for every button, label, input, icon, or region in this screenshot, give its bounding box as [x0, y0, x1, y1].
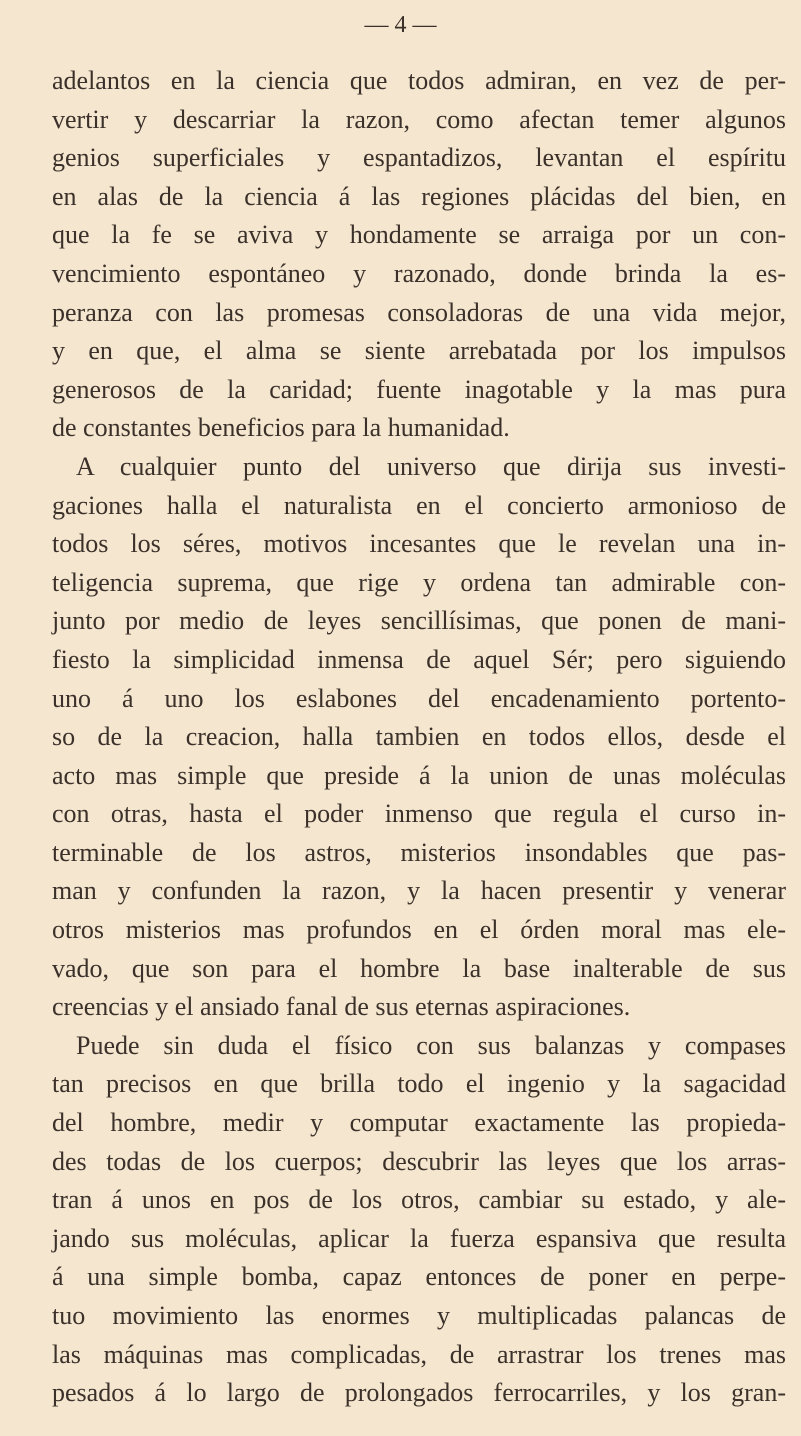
text-line: con otras, hasta el poder inmenso que regula el curso in-	[52, 799, 786, 829]
text-line: en alas de la ciencia á las regiones plácidas del bien, en	[52, 181, 786, 211]
text-line: tuo movimiento las enormes y multiplicadas palancas de	[52, 1301, 786, 1330]
text-line: so de la creacion, halla tambien en todos ellos, desde el	[52, 722, 786, 752]
text-line: tran á unos en pos de los otros, cambiar su estado, y ale-	[52, 1185, 786, 1215]
text-line: y en que, el alma se siente arrebatada por los impulsos	[52, 336, 786, 366]
text-line: todos los séres, motivos incesantes que le revelan una in-	[52, 529, 786, 559]
text-line: junto por medio de leyes sencillísimas, que ponen de mani-	[52, 606, 786, 636]
text-line: del hombre, medir y computar exactamente las propieda-	[52, 1108, 786, 1138]
text-line: adelantos en la ciencia que todos admiran, en vez de per-	[52, 66, 786, 95]
text-line: Puede sin duda el físico con sus balanzas y compases	[76, 1030, 786, 1060]
text-line: genios superficiales y espantadizos, levantan el espíritu	[52, 143, 786, 173]
text-line: que la fe se aviva y hondamente se arraiga por un con-	[52, 220, 786, 250]
text-line: creencias y el ansiado fanal de sus eternas aspiraciones.	[52, 992, 631, 1022]
text-line: man y confunden la razon, y la hacen presentir y venerar	[52, 876, 786, 906]
text-line: peranza con las promesas consoladoras de una vida mejor,	[52, 297, 786, 327]
text-line: jando sus moléculas, aplicar la fuerza espansiva que resulta	[52, 1223, 786, 1253]
text-line: A cualquier punto del universo que dirija sus investi-	[76, 451, 786, 481]
text-line: las máquinas mas complicadas, de arrastrar los trenes mas	[52, 1339, 786, 1369]
text-line: fiesto la simplicidad inmensa de aquel Sér; pero siguiendo	[52, 644, 786, 674]
text-line: vertir y descarriar la razon, como afectan temer algunos	[52, 104, 786, 134]
text-line: tan precisos en que brilla todo el ingenio y la sagacidad	[52, 1069, 786, 1099]
text-line: uno á uno los eslabones del encadenamiento portento-	[52, 683, 786, 713]
text-line: á una simple bomba, capaz entonces de poner en perpe-	[52, 1262, 786, 1292]
text-line: acto mas simple que preside á la union de unas moléculas	[52, 760, 786, 790]
text-line: de constantes beneficios para la humanidad.	[52, 413, 510, 443]
page-number: — 4 —	[364, 12, 437, 38]
text-line: vencimiento espontáneo y razonado, donde brinda la es-	[52, 258, 786, 288]
text-line: pesados á lo largo de prolongados ferrocarriles, y los gran-	[52, 1378, 786, 1408]
text-line: terminable de los astros, misterios insondables que pas-	[52, 837, 786, 867]
text-line: gaciones halla el naturalista en el concierto armonioso de	[52, 490, 786, 520]
text-line: generosos de la caridad; fuente inagotable y la mas pura	[52, 374, 786, 404]
text-line: teligencia suprema, que rige y ordena tan admirable con-	[52, 567, 786, 597]
text-line: vado, que son para el hombre la base inalterable de sus	[52, 953, 786, 983]
body-text	[52, 62, 786, 1413]
text-line: des todas de los cuerpos; descubrir las leyes que los arras-	[52, 1146, 786, 1176]
text-line: otros misterios mas profundos en el órden moral mas ele-	[52, 915, 786, 945]
